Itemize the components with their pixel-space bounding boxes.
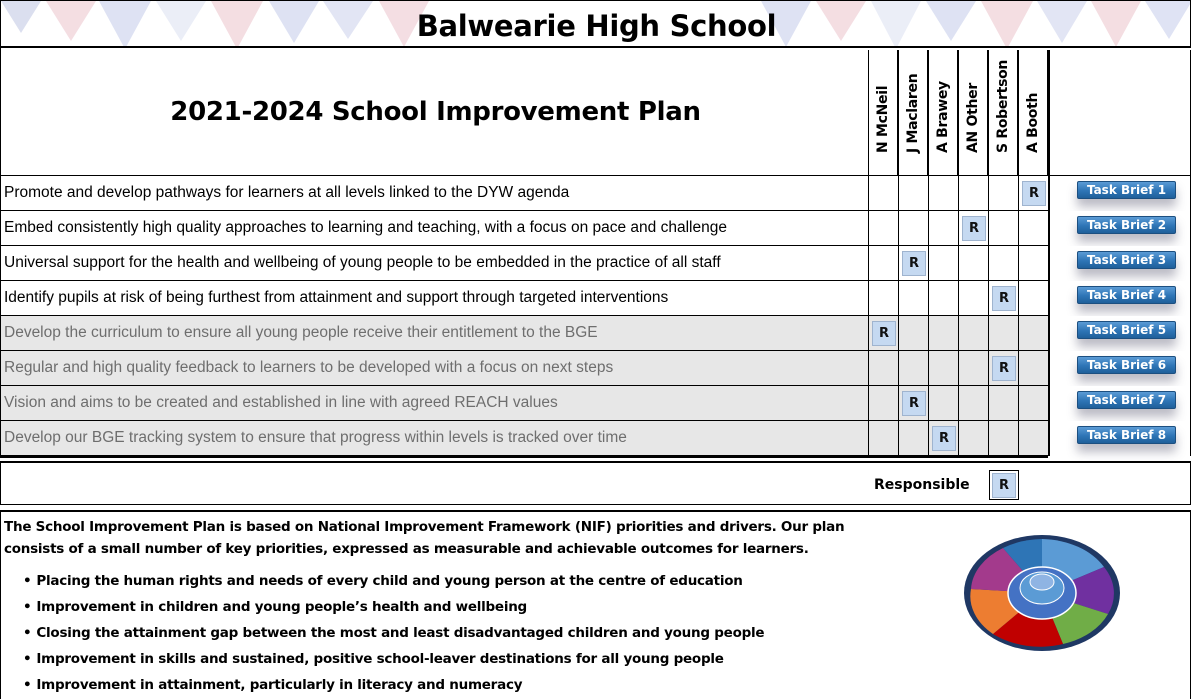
priority-text: Embed consistently high quality approaches to learning and teaching, with a focus on pace and challenge [0, 211, 868, 246]
task-brief-cell [1048, 176, 1191, 211]
nif-intro-text: The School Improvement Plan is based on National Improvement Framework (NIF) priorities and drivers. Our plan consists of a small number of key priorities, expressed as measurable and achievable outcomes for learners. [4, 519, 845, 557]
task-brief-cell [1048, 316, 1191, 351]
responsible-mark: R [902, 391, 926, 416]
responsibility-cell [1018, 281, 1048, 316]
responsibility-cell [868, 281, 898, 316]
responsibility-cell [988, 316, 1018, 351]
responsibility-cell [928, 176, 958, 211]
task-brief-button[interactable]: Task Brief 6 [1077, 356, 1176, 374]
legend-responsible-mark: R [992, 473, 1016, 498]
staff-name: A Booth [1025, 92, 1041, 153]
nif-priority: • Closing the attainment gap between the most and least disadvantaged children and young people [23, 622, 764, 648]
responsible-mark: R [1022, 181, 1046, 206]
responsibility-cell [988, 421, 1018, 456]
responsibility-cell [868, 211, 898, 246]
nif-priority: • Improvement in children and young people’s health and wellbeing [23, 596, 764, 622]
staff-column-header [988, 50, 1018, 176]
responsibility-cell [988, 281, 1018, 316]
task-brief-button[interactable]: Task Brief 7 [1077, 391, 1176, 409]
task-brief-cell [1048, 281, 1191, 316]
legend-mark-cell [989, 470, 1019, 500]
responsibility-cell [1018, 211, 1048, 246]
responsibility-cell [1018, 176, 1048, 211]
staff-column-header [868, 50, 898, 176]
responsibility-cell [868, 421, 898, 456]
task-brief-cell [1048, 246, 1191, 281]
responsible-mark: R [902, 251, 926, 276]
plan-row [0, 281, 1191, 316]
plan-row [0, 351, 1191, 386]
responsibility-cell [988, 211, 1018, 246]
plan-row [0, 421, 1191, 456]
responsibility-cell [988, 176, 1018, 211]
responsibility-cell [868, 386, 898, 421]
priority-text: Vision and aims to be created and established in line with agreed REACH values [0, 386, 868, 421]
priority-text: Develop our BGE tracking system to ensure that progress within levels is tracked over time [0, 421, 868, 456]
staff-name: J Maclaren [905, 73, 921, 153]
staff-name: AN Other [965, 83, 981, 153]
responsibility-cell [898, 246, 928, 281]
school-title: Balwearie High School [416, 9, 777, 43]
responsibility-cell [898, 176, 928, 211]
responsibility-cell [1018, 421, 1048, 456]
priority-text: Promote and develop pathways for learners at all levels linked to the DYW agenda [0, 176, 868, 211]
staff-column-header [898, 50, 928, 176]
responsibility-cell [898, 316, 928, 351]
responsibility-cell [928, 281, 958, 316]
nif-priority: • Improvement in attainment, particularly in literacy and numeracy [23, 674, 764, 699]
responsibility-cell [1018, 316, 1048, 351]
responsibility-cell [928, 211, 958, 246]
staff-name: N McNeil [875, 85, 891, 153]
plan-title: 2021-2024 School Improvement Plan [170, 96, 701, 127]
nif-priority: • Placing the human rights and needs of every child and young person at the centre of education [23, 570, 764, 596]
plan-row [0, 316, 1191, 351]
priority-text: Regular and high quality feedback to learners to be developed with a focus on next steps [0, 351, 868, 386]
responsibility-cell [958, 246, 988, 281]
task-brief-cell [1048, 421, 1191, 456]
plan-row [0, 386, 1191, 421]
task-brief-cell [1048, 351, 1191, 386]
task-brief-cell [1048, 211, 1191, 246]
plan-row [0, 176, 1191, 211]
responsibility-cell [958, 316, 988, 351]
legend-label: Responsible [874, 477, 970, 493]
responsibility-cell [958, 351, 988, 386]
responsibility-cell [958, 211, 988, 246]
staff-name: S Robertson [995, 59, 1011, 153]
staff-column-header [958, 50, 988, 176]
nif-priority: • Improvement in skills and sustained, positive school-leaver destinations for all young people [23, 648, 764, 674]
task-brief-button[interactable]: Task Brief 4 [1077, 286, 1176, 304]
responsibility-cell [958, 421, 988, 456]
task-brief-button[interactable]: Task Brief 3 [1077, 251, 1176, 269]
responsibility-cell [958, 176, 988, 211]
responsibility-cell [898, 211, 928, 246]
responsibility-cell [898, 281, 928, 316]
responsibility-cell [868, 176, 898, 211]
responsible-mark: R [872, 321, 896, 346]
nif-priorities-list [23, 570, 764, 699]
responsible-mark: R [962, 216, 986, 241]
responsibility-cell [898, 421, 928, 456]
responsibility-cell [1018, 386, 1048, 421]
task-brief-button[interactable]: Task Brief 5 [1077, 321, 1176, 339]
legend [0, 461, 1191, 505]
responsibility-cell [898, 386, 928, 421]
task-brief-cell [1048, 386, 1191, 421]
nif-wheel-diagram [963, 534, 1121, 652]
school-header [0, 0, 1191, 48]
responsibility-cell [928, 386, 958, 421]
priority-text: Universal support for the health and wellbeing of young people to be embedded in the practice of all staff [0, 246, 868, 281]
nif-info [0, 510, 1191, 699]
responsibility-cell [868, 246, 898, 281]
responsibility-cell [988, 386, 1018, 421]
responsibility-cell [958, 281, 988, 316]
task-brief-button[interactable]: Task Brief 8 [1077, 426, 1176, 444]
improvement-plan-grid [0, 48, 1191, 458]
staff-column-header [928, 50, 958, 176]
responsibility-cell [1018, 246, 1048, 281]
responsibility-cell [1018, 351, 1048, 386]
priority-text: Develop the curriculum to ensure all young people receive their entitlement to the BGE [0, 316, 868, 351]
responsible-mark: R [932, 426, 956, 451]
responsibility-cell [958, 386, 988, 421]
responsibility-cell [988, 351, 1018, 386]
responsibility-cell [898, 351, 928, 386]
responsibility-cell [928, 421, 958, 456]
responsibility-cell [868, 316, 898, 351]
plan-title-cell [0, 48, 868, 176]
priority-text: Identify pupils at risk of being furthest from attainment and support through targeted interventions [0, 281, 868, 316]
responsible-mark: R [992, 356, 1016, 381]
task-brief-button[interactable]: Task Brief 1 [1077, 181, 1176, 199]
responsibility-cell [928, 351, 958, 386]
plan-row [0, 211, 1191, 246]
responsibility-cell [868, 351, 898, 386]
task-brief-button[interactable]: Task Brief 2 [1077, 216, 1176, 234]
responsibility-cell [988, 246, 1018, 281]
task-brief-header [1048, 50, 1191, 176]
responsibility-cell [928, 316, 958, 351]
plan-row [0, 246, 1191, 281]
responsibility-cell [928, 246, 958, 281]
staff-column-header [1018, 50, 1048, 176]
responsible-mark: R [992, 286, 1016, 311]
staff-name: A Brawey [935, 81, 951, 153]
grid-bottom-border [0, 456, 1048, 458]
